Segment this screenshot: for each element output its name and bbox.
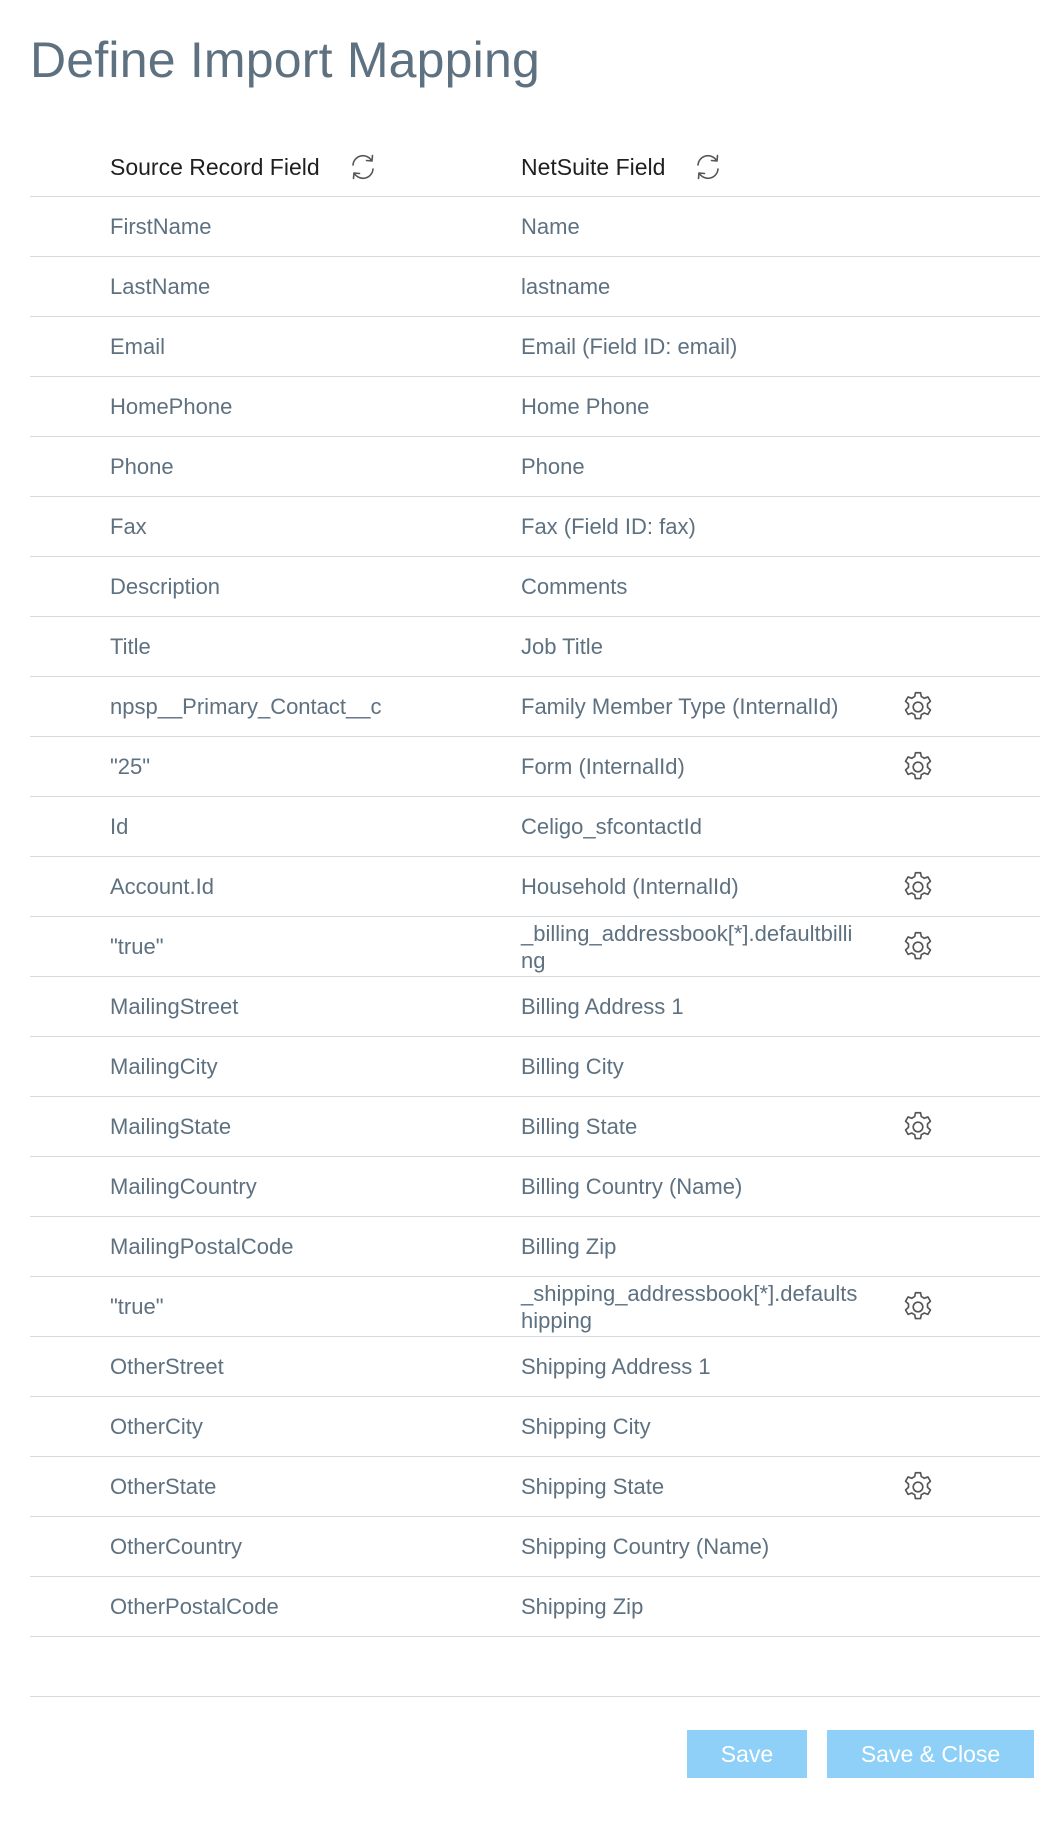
source-field-cell[interactable]: MailingStreet (110, 994, 239, 1019)
source-field-cell[interactable]: OtherCity (110, 1414, 203, 1439)
netsuite-field-cell[interactable]: Shipping City (521, 1414, 651, 1439)
table-row (30, 1517, 1040, 1577)
refresh-netsuite-fields-button[interactable] (691, 150, 725, 184)
refresh-icon (348, 152, 378, 182)
netsuite-field-cell[interactable]: _billing_addressbook[*].defaultbilling (521, 920, 853, 973)
table-row (30, 857, 1040, 917)
source-field-cell[interactable]: OtherCountry (110, 1534, 243, 1559)
table-row (30, 617, 1040, 677)
settings-cell (898, 917, 938, 976)
source-field-cell[interactable]: npsp__Primary_Contact__c (110, 694, 382, 719)
netsuite-field-header-label: NetSuite Field (521, 153, 666, 180)
table-row (30, 1457, 1040, 1517)
netsuite-field-cell[interactable] (521, 1637, 861, 1696)
source-field-cell[interactable]: Phone (110, 454, 174, 479)
source-field-cell[interactable]: OtherStreet (110, 1354, 224, 1379)
refresh-source-fields-button[interactable] (346, 150, 380, 184)
source-field-cell[interactable]: Description (110, 574, 221, 599)
gear-icon (900, 869, 936, 905)
table-row (30, 1097, 1040, 1157)
table-row (30, 317, 1040, 377)
source-field-cell[interactable]: LastName (110, 274, 211, 299)
netsuite-field-cell[interactable]: Name (521, 214, 580, 239)
gear-icon (900, 1289, 936, 1325)
table-row (30, 917, 1040, 977)
settings-cell (898, 737, 938, 796)
source-field-cell[interactable]: Id (110, 814, 129, 839)
table-row (30, 437, 1040, 497)
field-settings-button[interactable] (899, 1288, 937, 1326)
source-field-cell[interactable]: "true" (110, 934, 164, 959)
table-row (30, 977, 1040, 1037)
refresh-icon (693, 152, 723, 182)
field-settings-button[interactable] (899, 1468, 937, 1506)
netsuite-field-cell[interactable]: Phone (521, 454, 585, 479)
table-row (30, 1637, 1040, 1697)
table-row (30, 1037, 1040, 1097)
source-field-cell[interactable]: "25" (110, 754, 151, 779)
source-field-cell[interactable]: "true" (110, 1294, 164, 1319)
table-row (30, 497, 1040, 557)
mapping-table (30, 137, 1040, 1697)
table-row (30, 257, 1040, 317)
source-field-cell[interactable]: FirstName (110, 214, 212, 239)
netsuite-field-cell[interactable]: Home Phone (521, 394, 650, 419)
table-row (30, 1337, 1040, 1397)
table-row (30, 557, 1040, 617)
source-field-cell[interactable] (110, 1637, 510, 1696)
field-settings-button[interactable] (899, 688, 937, 726)
netsuite-field-cell[interactable]: Billing City (521, 1054, 624, 1079)
netsuite-field-cell[interactable]: Form (InternalId) (521, 754, 685, 779)
netsuite-field-cell[interactable]: Shipping Zip (521, 1594, 644, 1619)
netsuite-field-cell[interactable]: Billing Address 1 (521, 994, 684, 1019)
footer-actions (0, 1730, 1040, 1780)
netsuite-field-cell[interactable]: Billing Zip (521, 1234, 617, 1259)
mapping-rows (30, 197, 1040, 1697)
gear-icon (900, 929, 936, 965)
save-button[interactable]: Save (687, 1730, 807, 1778)
netsuite-field-header (521, 137, 725, 197)
source-field-cell[interactable]: Fax (110, 514, 147, 539)
table-row (30, 377, 1040, 437)
settings-cell (898, 1457, 938, 1516)
settings-cell (898, 677, 938, 736)
table-row (30, 797, 1040, 857)
source-field-cell[interactable]: Email (110, 334, 166, 359)
netsuite-field-cell[interactable]: Family Member Type (InternalId) (521, 694, 839, 719)
settings-cell (898, 1097, 938, 1156)
source-field-cell[interactable]: MailingCountry (110, 1174, 257, 1199)
table-row (30, 1157, 1040, 1217)
source-field-header-label: Source Record Field (110, 153, 320, 180)
netsuite-field-cell[interactable]: lastname (521, 274, 611, 299)
netsuite-field-cell[interactable]: Email (Field ID: email) (521, 334, 738, 359)
field-settings-button[interactable] (899, 1108, 937, 1146)
table-row (30, 1397, 1040, 1457)
netsuite-field-cell[interactable]: Comments (521, 574, 628, 599)
netsuite-field-cell[interactable]: Shipping State (521, 1474, 665, 1499)
field-settings-button[interactable] (899, 928, 937, 966)
gear-icon (900, 1109, 936, 1145)
netsuite-field-cell[interactable]: Billing Country (Name) (521, 1174, 743, 1199)
source-field-header (110, 137, 380, 197)
gear-icon (900, 749, 936, 785)
netsuite-field-cell[interactable]: Celigo_sfcontactId (521, 814, 702, 839)
source-field-cell[interactable]: MailingPostalCode (110, 1234, 294, 1259)
field-settings-button[interactable] (899, 748, 937, 786)
source-field-cell[interactable]: MailingState (110, 1114, 232, 1139)
netsuite-field-cell[interactable]: Billing State (521, 1114, 638, 1139)
table-row (30, 1577, 1040, 1637)
gear-icon (900, 1469, 936, 1505)
source-field-cell[interactable]: OtherPostalCode (110, 1594, 279, 1619)
netsuite-field-cell[interactable]: Job Title (521, 634, 603, 659)
page-title: Define Import Mapping (30, 32, 541, 88)
settings-cell (898, 857, 938, 916)
save-and-close-button[interactable]: Save & Close (827, 1730, 1034, 1778)
netsuite-field-cell[interactable]: _shipping_addressbook[*].defaultshipping (521, 1280, 858, 1333)
table-row (30, 737, 1040, 797)
table-header (30, 137, 1040, 197)
table-row (30, 1217, 1040, 1277)
gear-icon (900, 689, 936, 725)
source-field-cell[interactable]: Account.Id (110, 874, 214, 899)
source-field-cell[interactable]: MailingCity (110, 1054, 218, 1079)
settings-cell (898, 1277, 938, 1336)
source-field-cell[interactable]: Title (110, 634, 151, 659)
table-row (30, 197, 1040, 257)
source-field-cell[interactable]: HomePhone (110, 394, 233, 419)
netsuite-field-cell[interactable]: Fax (Field ID: fax) (521, 514, 696, 539)
source-field-cell[interactable]: OtherState (110, 1474, 217, 1499)
table-row (30, 677, 1040, 737)
netsuite-field-cell[interactable]: Household (InternalId) (521, 874, 739, 899)
netsuite-field-cell[interactable]: Shipping Country (Name) (521, 1534, 770, 1559)
netsuite-field-cell[interactable]: Shipping Address 1 (521, 1354, 711, 1379)
field-settings-button[interactable] (899, 868, 937, 906)
table-row (30, 1277, 1040, 1337)
